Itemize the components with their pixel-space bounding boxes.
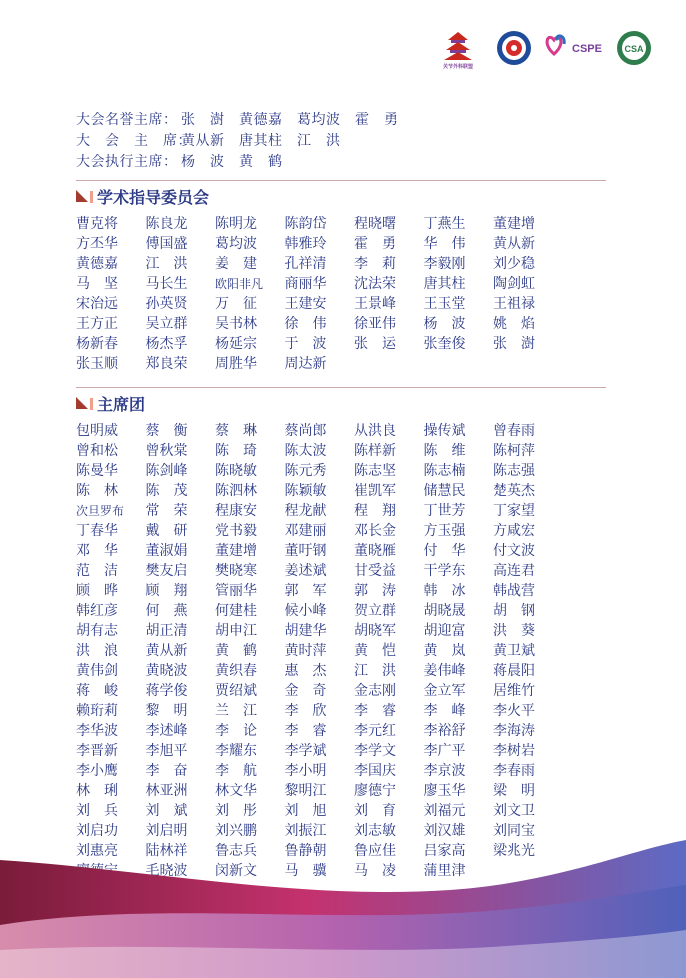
honor-value: 张 澍 黄德嘉 葛均波 霍 勇 xyxy=(181,112,399,128)
name-cell: 惠 杰 xyxy=(284,663,327,679)
name-cell: 霍 勇 xyxy=(354,236,396,252)
name-cell: 李广平 xyxy=(423,743,466,759)
name-cell: 曾和松 xyxy=(76,443,118,459)
name-cell: 陈 维 xyxy=(423,443,466,459)
name-cell: 李 睿 xyxy=(354,703,396,719)
name-cell: 方咸宏 xyxy=(493,523,535,539)
name-cell: 蒋晨阳 xyxy=(493,663,535,679)
name-cell: 郭 军 xyxy=(284,583,327,599)
name-cell: 陈志强 xyxy=(493,463,535,479)
name-cell: 李 论 xyxy=(215,723,257,739)
name-cell: 邓 华 xyxy=(76,543,118,559)
name-cell: 刘 斌 xyxy=(145,803,188,819)
name-cell: 蔡 衡 xyxy=(145,423,188,439)
name-cell: 洪 浪 xyxy=(76,643,118,659)
name-cell: 黎 明 xyxy=(145,703,188,719)
name-cell: 常 荣 xyxy=(145,503,188,519)
name-cell: 毛晓波 xyxy=(145,863,188,879)
name-cell: 董淑娟 xyxy=(145,543,188,559)
name-cell: 黄从新 xyxy=(145,643,188,659)
honor-label: 大 会 主 席： xyxy=(76,133,192,149)
honor-line xyxy=(76,110,399,131)
name-cell: 樊晓寒 xyxy=(215,563,257,579)
name-cell: 韩红彦 xyxy=(76,603,118,619)
name-cell: 储慧民 xyxy=(423,483,466,499)
name-cell: 何 燕 xyxy=(145,603,188,619)
name-cell: 蔡尚郎 xyxy=(284,423,327,439)
name-cell: 丁燕生 xyxy=(423,216,466,232)
name-cell: 鲁应佳 xyxy=(354,843,396,859)
name-cell: 刘同宝 xyxy=(493,823,535,839)
name-cell: 丁世芳 xyxy=(423,503,466,519)
name-cell: 方玉强 xyxy=(423,523,466,539)
name-cell: 刘福元 xyxy=(423,803,466,819)
name-cell: 曾春雨 xyxy=(493,423,535,439)
name-cell: 程晓曙 xyxy=(354,216,396,232)
name-cell: 廖德宁 xyxy=(354,783,396,799)
cspe-logo-text: CSPE xyxy=(572,43,602,55)
name-cell: 李京波 xyxy=(423,763,466,779)
name-cell: 黄 岚 xyxy=(423,643,466,659)
name-cell: 沈法荣 xyxy=(354,276,396,292)
name-cell: 徐 伟 xyxy=(284,316,327,332)
name-cell: 何建桂 xyxy=(215,603,257,619)
name-cell: 陈泗林 xyxy=(215,483,257,499)
name-cell: 黎明江 xyxy=(284,783,327,799)
name-cell: 刘 彤 xyxy=(215,803,257,819)
name-cell: 姜述斌 xyxy=(284,563,327,579)
presidium-name-grid xyxy=(76,421,616,881)
name-cell: 付 华 xyxy=(423,543,466,559)
name-cell: 范 洁 xyxy=(76,563,118,579)
name-cell: 李耀东 xyxy=(215,743,257,759)
name-cell: 黄卫斌 xyxy=(493,643,535,659)
name-cell: 闵新文 xyxy=(215,863,257,879)
name-cell: 蒋 峻 xyxy=(76,683,118,699)
name-cell: 郑良荣 xyxy=(145,356,188,372)
name-cell: 李 奋 xyxy=(145,763,188,779)
academic-name-grid xyxy=(76,214,616,374)
honor-label: 大会执行主席： xyxy=(76,154,178,170)
name-cell: 韩雅玲 xyxy=(284,236,327,252)
name-cell: 孙英贤 xyxy=(145,296,188,312)
name-cell: 陈太波 xyxy=(284,443,327,459)
name-cell: 姜 建 xyxy=(215,256,257,272)
name-cell: 顾 翔 xyxy=(145,583,188,599)
name-cell: 邓长金 xyxy=(354,523,396,539)
name-cell: 林 琍 xyxy=(76,783,118,799)
name-cell: 胡 钢 xyxy=(493,603,535,619)
name-cell: 陈 琦 xyxy=(215,443,257,459)
name-cell: 刘兴鹏 xyxy=(215,823,257,839)
name-cell: 董建增 xyxy=(215,543,257,559)
section-marker-icon xyxy=(76,397,88,409)
name-cell: 杨延宗 xyxy=(215,336,257,352)
name-cell: 胡晓军 xyxy=(354,623,396,639)
name-cell: 李海涛 xyxy=(493,723,535,739)
name-cell: 李述峰 xyxy=(145,723,188,739)
name-cell: 张奎俊 xyxy=(423,336,466,352)
name-cell: 从洪良 xyxy=(354,423,396,439)
name-cell: 李 欣 xyxy=(284,703,327,719)
name-cell: 黄晓波 xyxy=(145,663,188,679)
name-cell: 刘启明 xyxy=(145,823,188,839)
name-cell: 陈 林 xyxy=(76,483,118,499)
pagoda-logo-caption: 关节外科联盟 xyxy=(442,64,474,70)
name-cell: 金志刚 xyxy=(354,683,396,699)
honor-value: 杨 波 黄 鹤 xyxy=(181,154,283,170)
name-cell: 宋治远 xyxy=(76,296,118,312)
name-cell: 董吁钢 xyxy=(284,543,327,559)
name-cell: 张玉顺 xyxy=(76,356,118,372)
name-cell: 李旭平 xyxy=(145,743,188,759)
name-cell: 王景峰 xyxy=(354,296,396,312)
name-cell: 吕家高 xyxy=(423,843,466,859)
name-cell: 刘汉雄 xyxy=(423,823,466,839)
name-cell: 李 峰 xyxy=(423,703,466,719)
name-cell: 万 征 xyxy=(215,296,257,312)
csa-logo-text: CSA xyxy=(624,44,644,54)
name-cell: 商丽华 xyxy=(284,276,327,292)
name-cell: 刘少稳 xyxy=(493,256,535,272)
presidium-section-title: 主席团 xyxy=(97,395,146,414)
name-cell: 干学东 xyxy=(423,563,466,579)
name-cell: 贺立群 xyxy=(354,603,396,619)
name-cell: 黄从新 xyxy=(493,236,535,252)
name-cell: 董建增 xyxy=(493,216,535,232)
name-cell: 陈曼华 xyxy=(76,463,118,479)
name-cell: 李 莉 xyxy=(354,256,396,272)
name-cell: 张 运 xyxy=(354,336,396,352)
name-cell: 邓建丽 xyxy=(284,523,327,539)
name-cell: 张 澍 xyxy=(493,336,535,352)
academic-section-header xyxy=(76,180,606,207)
name-cell: 王建安 xyxy=(284,296,327,312)
name-cell: 金立军 xyxy=(423,683,466,699)
name-cell: 林文华 xyxy=(215,783,257,799)
name-cell: 洪 葵 xyxy=(493,623,535,639)
name-cell: 候小峰 xyxy=(284,603,327,619)
name-cell: 胡申江 xyxy=(215,623,257,639)
name-cell: 陈良龙 xyxy=(145,216,188,232)
name-cell: 廖玉华 xyxy=(423,783,466,799)
name-cell: 崔凯军 xyxy=(354,483,396,499)
honor-label: 大会名誉主席： xyxy=(76,112,178,128)
name-cell: 李树岩 xyxy=(493,743,535,759)
name-cell: 胡建华 xyxy=(284,623,327,639)
name-cell: 李学文 xyxy=(354,743,396,759)
name-cell: 曹克将 xyxy=(76,216,118,232)
name-cell: 郭 涛 xyxy=(354,583,396,599)
name-cell: 蒲里津 xyxy=(423,863,466,879)
name-cell: 陶剑虹 xyxy=(493,276,535,292)
name-cell: 杨杰孚 xyxy=(145,336,188,352)
name-cell: 高连君 xyxy=(493,563,535,579)
name-cell: 黄伟剑 xyxy=(76,663,118,679)
name-cell: 胡有志 xyxy=(76,623,118,639)
name-cell: 李 航 xyxy=(215,763,257,779)
name-cell: 方丕华 xyxy=(76,236,118,252)
name-cell: 顾 晔 xyxy=(76,583,118,599)
name-cell: 黄 鹤 xyxy=(215,643,257,659)
name-cell: 蔡 琳 xyxy=(215,423,257,439)
name-cell: 楚英杰 xyxy=(493,483,535,499)
name-cell: 于 波 xyxy=(284,336,327,352)
honor-list xyxy=(76,110,399,173)
name-cell: 程龙献 xyxy=(284,503,327,519)
name-cell: 刘惠亮 xyxy=(76,843,118,859)
name-cell: 陈 茂 xyxy=(145,483,188,499)
name-cell: 杨新春 xyxy=(76,336,118,352)
name-cell: 陈元秀 xyxy=(284,463,327,479)
name-cell: 刘 兵 xyxy=(76,803,118,819)
name-cell: 刘 旭 xyxy=(284,803,327,819)
name-cell: 陈样新 xyxy=(354,443,396,459)
name-cell: 黄织春 xyxy=(215,663,257,679)
name-cell: 江 洪 xyxy=(354,663,396,679)
name-cell: 操传斌 xyxy=(423,423,466,439)
name-cell: 韩战营 xyxy=(493,583,535,599)
name-cell: 韩 冰 xyxy=(423,583,466,599)
name-cell: 蒋学俊 xyxy=(145,683,188,699)
name-cell: 陈剑峰 xyxy=(145,463,188,479)
name-cell: 樊友启 xyxy=(145,563,188,579)
name-cell: 姜伟峰 xyxy=(423,663,466,679)
name-cell: 甘受益 xyxy=(354,563,396,579)
section-marker-icon xyxy=(76,190,88,202)
name-cell: 马 坚 xyxy=(76,276,118,292)
name-cell: 王玉堂 xyxy=(423,296,466,312)
name-cell: 戴 研 xyxy=(145,523,188,539)
name-cell: 李晋新 xyxy=(76,743,118,759)
name-cell: 欧阳非凡 xyxy=(215,277,264,291)
name-cell: 黄德嘉 xyxy=(76,256,118,272)
name-cell: 丁家望 xyxy=(493,503,535,519)
name-cell: 梁 明 xyxy=(493,783,535,799)
name-cell: 丁春华 xyxy=(76,523,118,539)
red-cross-seal-logo xyxy=(496,30,532,66)
name-cell: 陈明龙 xyxy=(215,216,257,232)
name-cell: 李元红 xyxy=(354,723,396,739)
presidium-section-header xyxy=(76,387,606,414)
name-cell: 梁兆光 xyxy=(493,843,535,859)
name-cell: 刘 育 xyxy=(354,803,396,819)
name-cell: 李小鹰 xyxy=(76,763,118,779)
name-cell: 林亚洲 xyxy=(145,783,188,799)
name-cell: 陆林祥 xyxy=(145,843,188,859)
name-cell: 王祖禄 xyxy=(493,296,535,312)
name-cell: 葛均波 xyxy=(215,236,257,252)
name-cell: 周达新 xyxy=(284,356,327,372)
name-cell: 陈柯萍 xyxy=(493,443,535,459)
name-cell: 刘启功 xyxy=(76,823,118,839)
name-cell: 贾绍斌 xyxy=(215,683,257,699)
cspe-logo xyxy=(544,30,612,66)
name-cell: 江 洪 xyxy=(145,256,188,272)
name-cell: 胡迎富 xyxy=(423,623,466,639)
name-cell: 吴书林 xyxy=(215,316,257,332)
name-cell: 次旦罗布 xyxy=(76,504,125,518)
name-cell: 鲁志兵 xyxy=(215,843,257,859)
name-cell: 金 奇 xyxy=(284,683,327,699)
name-cell: 傅国盛 xyxy=(145,236,188,252)
name-cell: 徐亚伟 xyxy=(354,316,396,332)
academic-section-title: 学术指导委员会 xyxy=(97,188,210,207)
name-cell: 包明威 xyxy=(76,423,118,439)
name-cell: 曾秋棠 xyxy=(145,443,188,459)
decorative-wave xyxy=(0,830,686,978)
pagoda-logo xyxy=(440,30,476,70)
name-cell: 王方正 xyxy=(76,316,118,332)
name-cell: 陈颖敏 xyxy=(284,483,327,499)
csa-logo xyxy=(616,30,652,66)
name-cell: 付文波 xyxy=(493,543,535,559)
name-cell: 李毅刚 xyxy=(423,256,466,272)
name-cell: 刘志敏 xyxy=(354,823,396,839)
honor-line xyxy=(76,152,399,173)
name-cell: 李华波 xyxy=(76,723,118,739)
honor-line xyxy=(76,131,399,152)
name-cell: 李裕舒 xyxy=(423,723,466,739)
name-cell: 胡正清 xyxy=(145,623,188,639)
name-cell: 马 骥 xyxy=(284,863,327,879)
name-cell: 陈志楠 xyxy=(423,463,466,479)
name-cell: 杨 波 xyxy=(423,316,466,332)
name-cell: 刘振江 xyxy=(284,823,327,839)
name-cell: 赖珩莉 xyxy=(76,703,118,719)
name-cell: 李火平 xyxy=(493,703,535,719)
name-cell: 李春雨 xyxy=(493,763,535,779)
name-cell: 孔祥清 xyxy=(284,256,327,272)
name-cell: 李国庆 xyxy=(354,763,396,779)
name-cell: 华 伟 xyxy=(423,236,466,252)
name-cell: 胡晓晟 xyxy=(423,603,466,619)
name-cell: 程 翔 xyxy=(354,503,396,519)
name-cell: 党书毅 xyxy=(215,523,257,539)
logo-bar xyxy=(440,30,650,70)
name-cell: 马长生 xyxy=(145,276,188,292)
name-cell: 刘文卫 xyxy=(493,803,535,819)
name-cell: 吴立群 xyxy=(145,316,188,332)
name-cell: 管丽华 xyxy=(215,583,257,599)
name-cell: 程康安 xyxy=(215,503,257,519)
honor-value: 黄从新 唐其柱 江 洪 xyxy=(181,133,341,149)
name-cell: 兰 江 xyxy=(215,703,257,719)
name-cell: 姚 焰 xyxy=(493,316,535,332)
name-cell: 陈志坚 xyxy=(354,463,396,479)
name-cell: 唐其柱 xyxy=(423,276,466,292)
name-cell: 黄 恺 xyxy=(354,643,396,659)
name-cell: 居维竹 xyxy=(493,683,535,699)
name-cell: 李 睿 xyxy=(284,723,327,739)
name-cell: 陈韵岱 xyxy=(284,216,327,232)
name-cell: 马 凌 xyxy=(354,863,396,879)
name-cell: 黄时萍 xyxy=(284,643,327,659)
name-cell: 董晓雁 xyxy=(354,543,396,559)
name-cell: 周胜华 xyxy=(215,356,257,372)
name-cell: 李学斌 xyxy=(284,743,327,759)
name-cell: 陈晓敏 xyxy=(215,463,257,479)
name-cell: 鲁静朝 xyxy=(284,843,327,859)
name-cell: 李小明 xyxy=(284,763,327,779)
